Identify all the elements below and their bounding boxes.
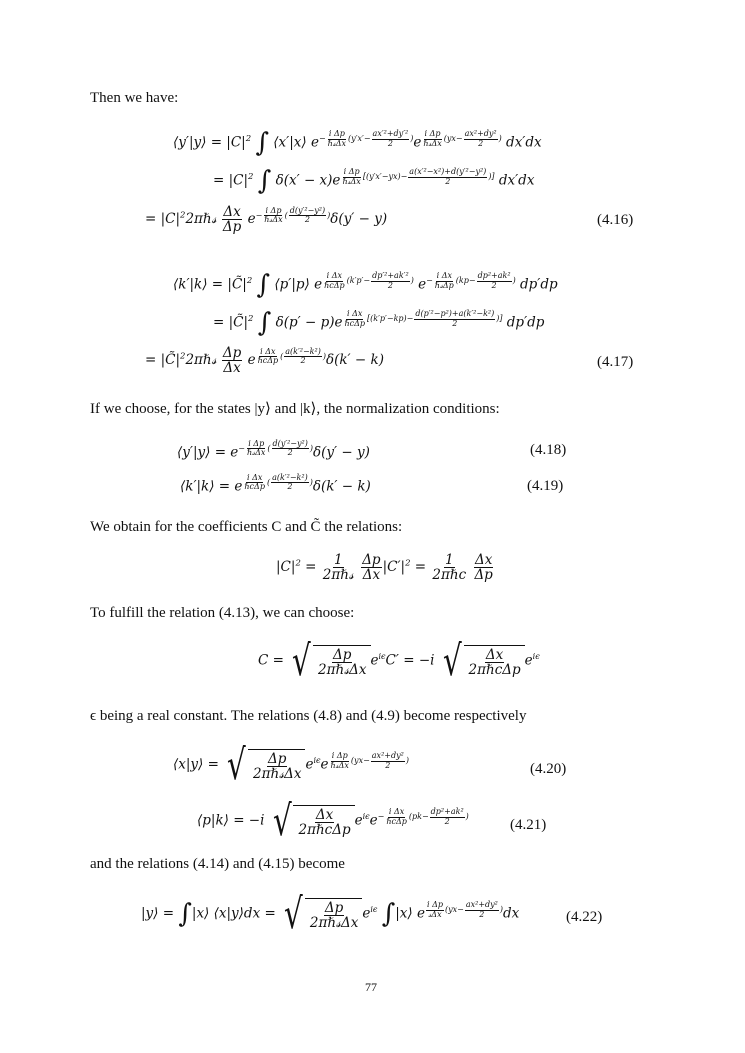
equation-4-20: ⟨x|y⟩ = √ $\frac{\Delta p}{\text{2πℏ𝓈Δx}}$ $e^{i\epsilon}e$ $^{\frac{\text{i Δp}}{\text{ℏ𝓈Δx}} (yx- \frac{\text{ax²+dy²}}{2} )}$ <box>173 740 409 789</box>
paragraph-coefficients: We obtain for the coefficients C and C̃ the relations: <box>90 519 403 535</box>
equation-4-22: |y⟩ = ∫|x⟩ ⟨x|y⟩dx = √ $\frac{\Delta p}{\text{2πℏ𝓈Δx}}$ $e^{i\epsilon}$ ∫|x⟩ e $^{\frac{\text{i Δp}}{\text{𝓈Δx}} (yx- \frac{\text{ax²+dy²}}{2} )}$dx <box>141 889 520 938</box>
equation-number-4-19: (4.19) <box>527 478 564 494</box>
paragraph-relations-become: and the relations (4.14) and (4.15) become <box>90 856 345 872</box>
equation-4-16-line2: = $|C|^2$ ∫ δ(x′ − x)e $^{\frac{\text{i Δp}}{\text{ℏ𝓈Δx}} [(y'x'-yx)- \frac{\text{a(x′²−x²)+d(y′²−y²)}}{2} )]}$ dx′dx <box>213 166 535 196</box>
paragraph-normalization: If we choose, for the states |y⟩ and |k⟩, the normalization conditions: <box>90 401 500 417</box>
equation-4-17-line2: = $|C̃|^2$ ∫ δ(p′ − p)e $^{\frac{\text{i Δx}}{\text{ℏcΔp}} [(k'p'-kp)- \frac{\text{d(p′²−p²)+a(k′²−k²)}}{2} )]}$ dp′dp <box>213 308 545 338</box>
equation-number-4-18: (4.18) <box>530 442 567 458</box>
equation-number-4-20: (4.20) <box>530 761 567 777</box>
equation-4-17-line3: = $|C̃|^22\pi\hbar 𝓈$ $\frac{\Delta p}{\Delta x}$ e $^{\frac{\text{i Δx}}{\text{ℏcΔp}} ( \frac{\text{a(k′²−k²)}}{2} )}$δ(k′ − k) <box>145 345 384 377</box>
equation-4-16-line3: = $|C|^22\pi\hbar 𝓈$ $\frac{\Delta x}{\Delta p}$ $e^{- \frac{\text{i Δp}}{\text{ℏ𝓈Δx}} ( \frac{\text{d(y′²−y²)}}{2} )}\delta(y' - y)$ <box>145 204 388 236</box>
paragraph-epsilon: ϵ being a real constant. The relations (4.8) and (4.9) become respectively <box>90 708 527 724</box>
equation-4-17-line1: ⟨k′|k⟩ = $|C̃|^2$ ∫ ⟨p′|p⟩ e $^{\frac{\text{i Δx}}{\text{ℏcΔp}} (k'p'- \frac{\text{dp′²+ak′²}}{2} )}$ $e^{- \frac{\text{i Δx}}{\text{ℏ𝓈Δp}} (kp- \frac{\text{dp²+ak²}}{2} )}$ dp′dp <box>173 270 558 300</box>
paragraph-then-we-have: Then we have: <box>90 90 179 106</box>
equation-coefficient-relation: $|C|^2$ = $\frac{1}{\text{2πℏ𝓈}}$ $\frac{\Delta p}{\Delta x}$ $|C'|^2$ = $\frac{1}{\text{2πℏc}}$ $\frac{\Delta x}{\Delta p}$ <box>276 552 493 584</box>
page-number: 77 <box>365 980 377 994</box>
equation-4-19: ⟨k′|k⟩ = e $^{\frac{\text{i Δx}}{\text{ℏcΔp}} ( \frac{\text{a(k′²−k²)}}{2} )}$δ(k′ − k) <box>180 473 371 495</box>
equation-4-18: ⟨y′|y⟩ = $e^{- \frac{\text{i Δp}}{\text{ℏ𝓈Δx}} ( \frac{\text{d(y′²−y²)}}{2} )}\delta(y' - y)$ <box>177 439 370 461</box>
equation-4-16-line1: ⟨y′|y⟩ = $|C|^2$ ∫ ⟨x′|x⟩ $e^{- \frac{\text{i Δp}}{\text{ℏ𝓈Δx}} (y'x'- \frac{\text{ax′²+dy′²}}{2} )}e$ $^{\frac{\text{i Δp}}{\text{ℏ𝓈Δx}} (yx- \frac{\text{ax²+dy²}}{2} )}$ dx′dx <box>173 128 542 158</box>
equation-number-4-21: (4.21) <box>510 817 547 833</box>
equation-number-4-16: (4.16) <box>597 212 634 228</box>
paragraph-fulfill: To fulfill the relation (4.13), we can choose: <box>90 605 355 621</box>
equation-number-4-17: (4.17) <box>597 354 634 370</box>
equation-c-choice: C = √ $\frac{\Delta p}{\text{2πℏ𝓈Δx}}$ $e^{i\epsilon}C' = -i$ √ $\frac{\Delta x}{\text{2πℏcΔp}}$ $e^{i\epsilon}$ <box>258 636 540 685</box>
equation-4-21: ⟨p|k⟩ = −i √ $\frac{\Delta x}{\text{2πℏcΔp}}$ $e^{i\epsilon}e^{- \frac{\text{i Δx}}{\text{ℏcΔp}} (pk- \frac{\text{dp²+ak²}}{2} )}$ <box>197 796 469 845</box>
equation-number-4-22: (4.22) <box>566 909 603 925</box>
